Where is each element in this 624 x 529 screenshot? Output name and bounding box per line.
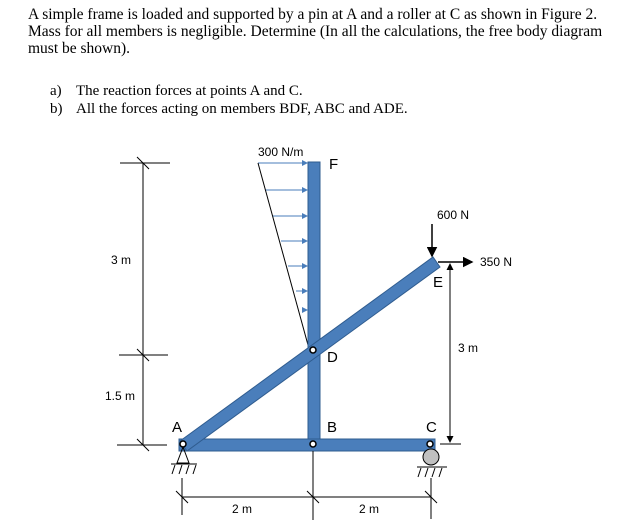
member-abc — [179, 439, 435, 451]
force-350-label: 350 N — [480, 255, 513, 269]
point-d-label: D — [327, 349, 338, 366]
problem-statement: A simple frame is loaded and supported by a pin at A and a roller at C as shown in Figure 2. Mass for all members is negligible. Determine (In all the calculations, the free body diagram must be shown). — [28, 6, 603, 57]
question-text: All the forces acting on members BDF, ABC and ADE. — [76, 101, 408, 117]
dim-left-lower: 1.5 m — [105, 389, 136, 403]
marker: b) — [50, 101, 63, 117]
point-e-label: E — [433, 274, 444, 291]
dim-right: 3 m — [458, 341, 479, 355]
dim-left-upper: 3 m — [111, 253, 132, 267]
question-text: The reaction forces at points A and C. — [76, 83, 303, 99]
distributed-load-label: 300 N/m — [258, 145, 304, 159]
force-600-label: 600 N — [437, 208, 470, 222]
dimension-lines — [117, 157, 461, 520]
point-a-label: A — [172, 419, 183, 436]
dim-bottom-left: 2 m — [232, 502, 253, 516]
member-bdf — [308, 162, 320, 451]
point-f-label: F — [329, 156, 339, 173]
point-b-label: B — [327, 419, 338, 436]
distributed-load — [258, 163, 308, 345]
dim-bottom-right: 2 m — [359, 502, 380, 516]
marker: a) — [50, 83, 62, 99]
point-c-label: C — [426, 419, 437, 436]
roller-support-icon — [417, 449, 447, 477]
